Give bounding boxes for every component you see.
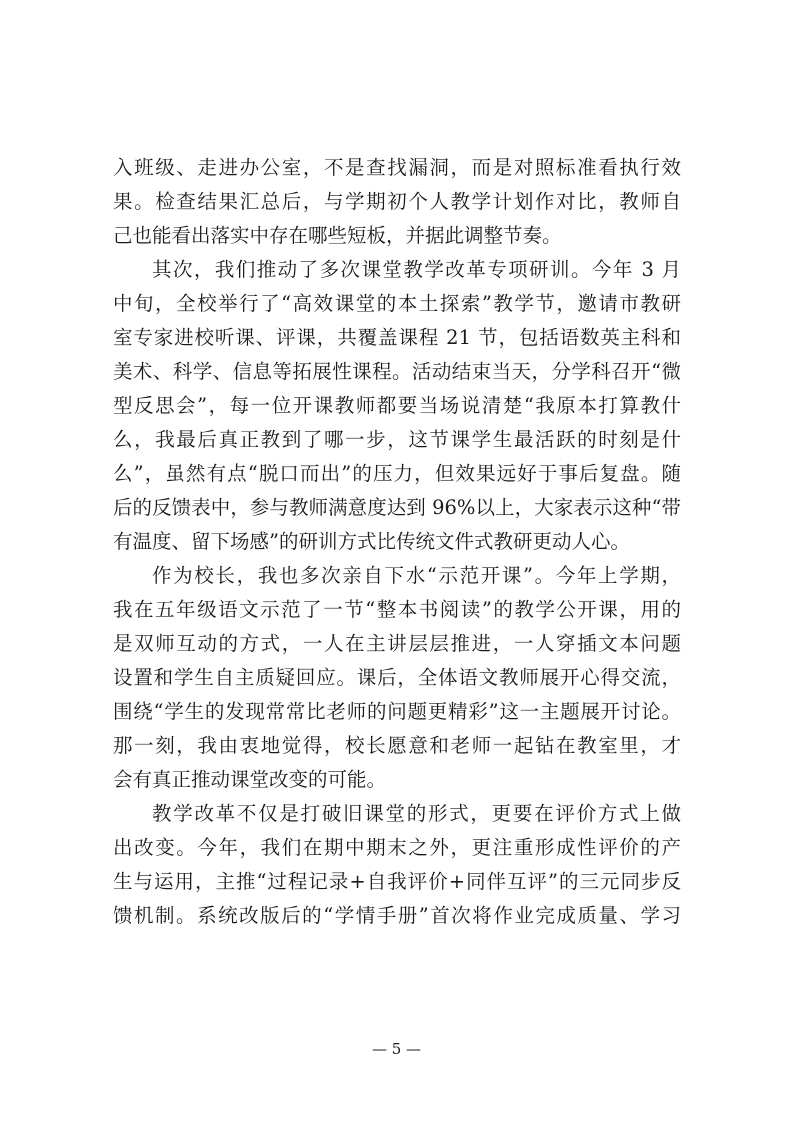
paragraph-line: 设置和学生自主质疑回应。课后，全体语文教师展开心得交流，: [113, 666, 681, 689]
paragraph-line: 会有真正推动课堂改变的可能。: [113, 768, 387, 791]
paragraph-line: 果。检查结果汇总后，与学期初个人教学计划作对比，教师自: [113, 190, 681, 213]
paragraph-line: 么”，虽然有点“脱口而出”的压力，但效果远好于事后复盘。随: [113, 462, 681, 485]
paragraph-line: 教学改革不仅是打破旧课堂的形式，更要在评价方式上做: [152, 802, 681, 825]
paragraph-line: 美术、科学、信息等拓展性课程。活动结束当天，分学科召开“微: [113, 360, 681, 383]
paragraph-line: 那一刻，我由衷地觉得，校长愿意和老师一起钻在教室里，才: [113, 734, 681, 757]
page-number: — 5 —: [371, 1040, 422, 1058]
paragraph-line: 己也能看出落实中存在哪些短板，并据此调整节奏。: [113, 224, 562, 247]
paragraph-line: 中旬，全校举行了“高效课堂的本土探索”教学节，邀请市教研: [113, 292, 681, 315]
paragraph-line: 么，我最后真正教到了哪一步，这节课学生最活跃的时刻是什: [113, 428, 681, 451]
paragraph-line: 后的反馈表中，参与教师满意度达到 96%以上，大家表示这种“带: [113, 496, 681, 519]
paragraph-line: 型反思会”，每一位开课教师都要当场说清楚“我原本打算教什: [113, 394, 681, 417]
paragraph-line: 有温度、留下场感”的研训方式比传统文件式教研更动人心。: [113, 530, 630, 553]
paragraph-line: 围绕“学生的发现常常比老师的问题更精彩”这一主题展开讨论。: [113, 700, 681, 723]
paragraph-line: 作为校长，我也多次亲自下水“示范开课”。今年上学期，: [152, 564, 681, 587]
paragraph-line: 馈机制。系统改版后的“学情手册”首次将作业完成质量、学习: [113, 904, 681, 927]
paragraph-line: 是双师互动的方式，一人在主讲层层推进，一人穿插文本问题: [113, 632, 681, 655]
paragraph-line: 其次，我们推动了多次课堂教学改革专项研训。今年 3 月: [152, 258, 681, 281]
paragraph-line: 我在五年级语文示范了一节“整本书阅读”的教学公开课，用的: [113, 598, 681, 621]
body-text: [113, 151, 681, 933]
paragraph-line: 室专家进校听课、评课，共覆盖课程 21 节，包括语数英主科和: [113, 326, 681, 349]
paragraph-line: 出改变。今年，我们在期中期末之外，更注重形成性评价的产: [113, 836, 681, 859]
paragraph-line: 生与运用，主推“过程记录+自我评价+同伴互评”的三元同步反: [113, 870, 681, 893]
paragraph-line: 入班级、走进办公室，不是查找漏洞，而是对照标准看执行效: [113, 156, 681, 179]
